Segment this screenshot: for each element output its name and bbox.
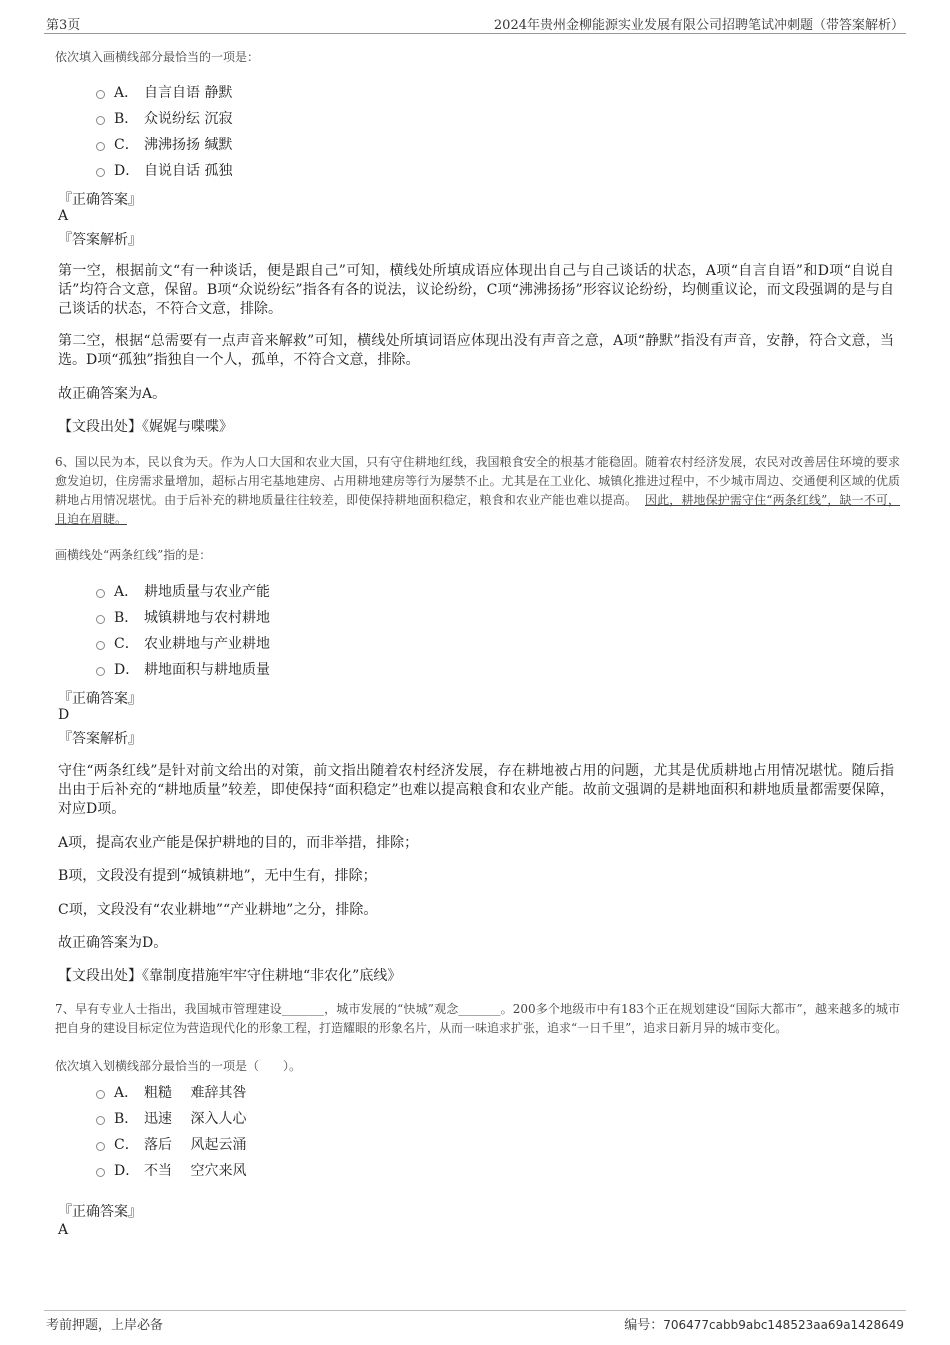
- code-value: 706477cabb9abc148523aa69a1428649: [663, 1318, 904, 1332]
- radio-icon[interactable]: [96, 90, 105, 99]
- q7-option-b[interactable]: [96, 1108, 246, 1128]
- option-text: 自说自话 孤独: [144, 163, 233, 179]
- radio-icon[interactable]: [96, 116, 105, 125]
- option-text: 城镇耕地与农村耕地: [144, 610, 270, 626]
- q6-option-b[interactable]: [96, 607, 270, 627]
- radio-icon[interactable]: [96, 667, 105, 676]
- option-letter: A．: [114, 1085, 139, 1101]
- q6-passage-text: 6、国以民为本，民以食为天。作为人口大国和农业大国，只有守住耕地红线，我国粮食安全的根基才能稳固。随着农村经济发展，农民对改善居住环境的要求愈发迫切，住房需求量增加，超标占用宅基地建房、占用耕地建房等行为屡禁不止。尤其是在工业化、城镇化推进过程中，不少城市周边、交通便利区域的优质耕地占用情况堪忧。由于后补充的耕地质量往往较差，即使保持耕地面积稳定，粮食和农业产能也难以提高。: [55, 455, 900, 507]
- document-code: [624, 1314, 904, 1333]
- q5-option-a[interactable]: [96, 82, 232, 102]
- q5-answer-label: 『正确答案』: [58, 192, 142, 208]
- option-letter: D．: [114, 662, 140, 678]
- radio-icon[interactable]: [96, 1090, 105, 1099]
- q6-underlined-sentence: 因此，耕地保护需守住“两条红线”，缺一不可，且迫在眉睫。: [55, 493, 900, 526]
- q6-answer-label: 『正确答案』: [58, 691, 142, 707]
- radio-icon[interactable]: [96, 142, 105, 151]
- option-text: 众说纷纭 沉寂: [144, 111, 233, 127]
- q5-prompt: 依次填入画横线部分最恰当的一项是：: [55, 50, 260, 64]
- option-letter: B．: [114, 111, 139, 127]
- q5-answer: A: [58, 208, 69, 224]
- option-text: 不当 空穴来风: [144, 1163, 247, 1179]
- q5-analysis-paragraph-1: 第一空，根据前文“有一种谈话，便是跟自己”可知，横线处所填成语应体现出自己与自己谈话的状态，A项“自言自语”和D项“自说自话”均符合文意，保留。B项“众说纷纭”指各有各的说法，议论纷纷，C项“沸沸扬扬”形容议论纷纷，均侧重议论，而文段强调的是与自己谈话的状态，不符合文意，排除。: [58, 263, 894, 317]
- option-letter: A．: [114, 584, 139, 600]
- q6-analysis-paragraph-1: 守住“两条红线”是针对前文给出的对策，前文指出随着农村经济发展，存在耕地被占用的问题，尤其是优质耕地占用情况堪忧。随后指出由于后补充的“耕地质量”较差，即使保持“面积稳定”也难以提高粮食和农业产能。故前文强调的是耕地面积和耕地质量都需要保障，对应D项。: [58, 763, 894, 817]
- radio-icon[interactable]: [96, 589, 105, 598]
- option-letter: B．: [114, 610, 139, 626]
- q7-passage: 7、早有专业人士指出，我国城市管理建设_______，城市发展的“快城”观念_______。200多个地级市中有183个正在规划建设“国际大都市”，越来越多的城市把自身的建设目标定位为营造现代化的形象工程，打造耀眼的形象名片，从而一味追求扩张，追求“一日千里”，追求日新月异的城市变化。: [55, 1002, 900, 1035]
- footer-divider: [44, 1310, 906, 1311]
- q7-answer-label: 『正确答案』: [58, 1204, 142, 1220]
- option-text: 迅速 深入人心: [144, 1111, 247, 1127]
- option-text: 粗糙 难辞其咎: [144, 1085, 247, 1101]
- q5-option-c[interactable]: [96, 134, 232, 154]
- q5-option-b[interactable]: [96, 108, 232, 128]
- page-number: 第3页: [46, 18, 81, 33]
- q6-source: 【文段出处】《靠制度措施牢牢守住耕地“非农化”底线》: [58, 968, 402, 984]
- footer-slogan: 考前押题，上岸必备: [46, 1318, 164, 1333]
- q7-option-d[interactable]: [96, 1160, 246, 1180]
- q6-option-d[interactable]: [96, 659, 270, 679]
- option-text: 沸沸扬扬 缄默: [144, 137, 233, 153]
- option-letter: C．: [114, 1137, 139, 1153]
- option-text: 落后 风起云涌: [144, 1137, 247, 1153]
- q6-prompt: 画横线处“两条红线”指的是：: [55, 548, 212, 562]
- q5-analysis-paragraph-2: 第二空，根据“总需要有一点声音来解救”可知，横线处所填词语应体现出没有声音之意，A项“静默”指没有声音，安静，符合文意，当选。D项“孤独”指独自一个人，孤单，不符合文意，排除。: [58, 333, 894, 368]
- q6-analysis-b: B项，文段没有提到“城镇耕地”，无中生有，排除；: [58, 868, 377, 884]
- q5-source: 【文段出处】《娓娓与喋喋》: [58, 419, 233, 435]
- q6-option-c[interactable]: [96, 633, 270, 653]
- q5-conclusion: 故正确答案为A。: [58, 386, 167, 402]
- option-letter: D．: [114, 163, 140, 179]
- radio-icon[interactable]: [96, 641, 105, 650]
- code-label: 编号：: [624, 1318, 664, 1333]
- q7-answer: A: [58, 1222, 69, 1238]
- header-divider: [44, 33, 906, 34]
- q7-prompt: 依次填入划横线部分最恰当的一项是（ ）。: [55, 1059, 302, 1073]
- q6-analysis-c: C项，文段没有“农业耕地”“产业耕地”之分，排除。: [58, 902, 378, 918]
- radio-icon[interactable]: [96, 1116, 105, 1125]
- option-text: 自言自语 静默: [144, 85, 233, 101]
- radio-icon[interactable]: [96, 1168, 105, 1177]
- q7-option-a[interactable]: [96, 1082, 246, 1102]
- q6-analysis-label: 『答案解析』: [58, 731, 142, 747]
- option-letter: C．: [114, 636, 139, 652]
- q5-option-d[interactable]: [96, 160, 232, 180]
- option-text: 农业耕地与产业耕地: [144, 636, 270, 652]
- q7-option-c[interactable]: [96, 1134, 246, 1154]
- option-letter: C．: [114, 137, 139, 153]
- document-title: 2024年贵州金柳能源实业发展有限公司招聘笔试冲刺题（带答案解析）: [493, 18, 904, 33]
- q6-analysis-a: A项，提高农业产能是保护耕地的目的，而非举措，排除；: [58, 835, 419, 851]
- q6-passage: [55, 453, 900, 529]
- option-letter: B．: [114, 1111, 139, 1127]
- q5-analysis-label: 『答案解析』: [58, 232, 142, 248]
- q6-option-a[interactable]: [96, 581, 270, 601]
- option-text: 耕地质量与农业产能: [144, 584, 270, 600]
- option-text: 耕地面积与耕地质量: [144, 662, 270, 678]
- radio-icon[interactable]: [96, 168, 105, 177]
- q6-answer: D: [58, 707, 70, 723]
- option-letter: A．: [114, 85, 139, 101]
- radio-icon[interactable]: [96, 615, 105, 624]
- q6-conclusion: 故正确答案为D。: [58, 935, 168, 951]
- radio-icon[interactable]: [96, 1142, 105, 1151]
- option-letter: D．: [114, 1163, 140, 1179]
